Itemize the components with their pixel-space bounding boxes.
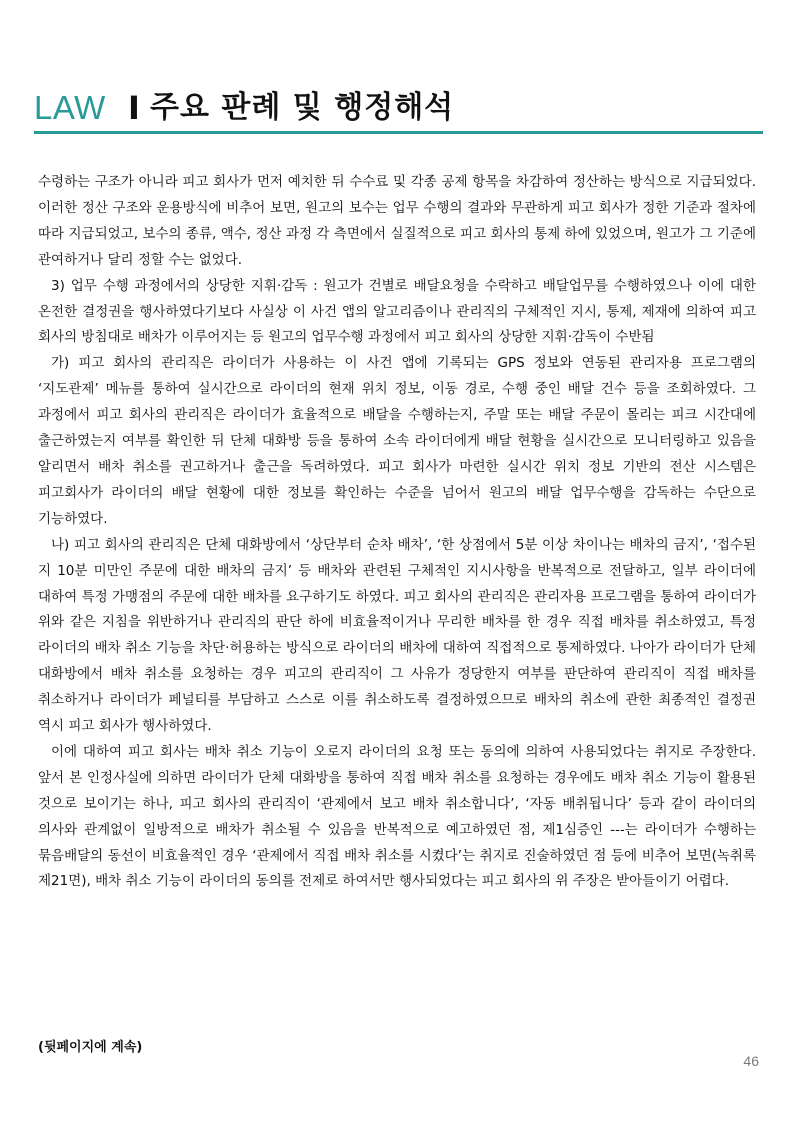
paragraph-rebuttal: 이에 대하여 피고 회사는 배차 취소 기능이 오로지 라이더의 요청 또는 동의에 의하여 사용되었다는 취지로 주장한다. 앞서 본 인정사실에 의하면 라이더가 단체 대화방을 통하여 직접 배차 취소를 요청하는 경우에도 배차 취소 기능이 활용된 것으로 보이기는 하나, 피고 회사의 관리직이 ‘관제에서 보고 배차 취소합니다’, ‘자동 배취됩니다’ 등과 같이 라이더의 의사와 관계없이 일방적으로 배차가 취소될 수 있음을 반복적으로 예고하였던 점, 제1심증인 ---는 라이더가 수행하는 묶음배달의 동선이 비효율적인 경우 ‘관제에서 직접 배차 취소를 시켰다’는 취지로 진술하였던 점 등에 비추어 보면(녹취록 제21면), 배차 취소 기능이 라이더의 동의를 전제로 하여서만 행사되었다는 피고 회사의 위 주장은 받아들이기 어렵다. (38, 743, 756, 890)
page-number: 46 (743, 1053, 759, 1069)
paragraph-item-3: 3) 업무 수행 과정에서의 상당한 지휘·감독 : 원고가 건별로 배달요청을 수락하고 배달업무를 수행하였으나 이에 대한 온전한 결정권을 행사하였다기보다 사실상 이 사건 앱의 알고리즘이나 관리직의 구체적인 지시, 통제, 제재에 의하여 피고 회사의 방침대로 배차가 이루어지는 등 원고의 업무수행 과정에서 피고 회사의 상당한 지휘·감독이 수반됨 (38, 277, 756, 346)
continue-note: (뒷페이지에 계속) (38, 1040, 143, 1055)
header-separator: I (128, 89, 140, 127)
header-rule (34, 131, 763, 134)
paragraph-item-na: 나) 피고 회사의 관리직은 단체 대화방에서 ‘상단부터 순차 배차’, ‘한 상점에서 5분 이상 차이나는 배차의 금지’, ‘접수된 지 10분 미만인 주문에 대한 배차의 금지’ 등 배차와 관련된 구체적인 지시사항을 반복적으로 전달하고, 일부 라이더에 대하여 특정 가맹점의 주문에 대한 배차를 요구하기도 하였다. 피고 회사의 관리직은 관리자용 프로그램을 통하여 라이더가 위와 같은 지침을 위반하거나 관리직의 판단 하에 비효율적이거나 무리한 배차를 한 경우 직접 배차를 취소하였고, 특정 라이더의 배차 취소 기능을 차단·허용하는 방식으로 라이더의 배차에 대하여 직접적으로 통제하였다. 나아가 라이더가 단체 대화방에서 배차 취소를 요청하는 경우 피고의 관리직이 그 사유가 정당한지 여부를 판단하여 관리직이 직접 배차를 취소하거나 라이더가 페널티를 부담하고 스스로 이를 취소하도록 결정하였으므로 배차의 취소에 관한 최종적인 결정권 역시 피고 회사가 행사하였다. (38, 536, 756, 735)
page-header (34, 84, 763, 132)
section-label: LAW (34, 89, 106, 126)
paragraph-item-ga: 가) 피고 회사의 관리직은 라이더가 사용하는 이 사건 앱에 기록되는 GPS 정보와 연동된 관리자용 프로그램의 ‘지도관제’ 메뉴를 통하여 실시간으로 라이더의 현재 위치 정보, 이동 경로, 수행 중인 배달 건수 등을 조회하였다. 그 과정에서 피고 회사의 관리직은 라이더가 효율적으로 배달을 수행하는지, 주말 또는 배달 주문이 몰리는 피크 시간대에 출근하였는지 여부를 확인한 뒤 단체 대화방 등을 통하여 소속 라이더에게 배달 현황을 실시간으로 모니터링하고 있음을 알리면서 배차 취소를 권고하거나 출근을 독려하였다. 피고 회사가 마련한 실시간 위치 정보 기반의 전산 시스템은 피고회사가 라이더의 배달 현황에 대한 정보를 확인하는 수준을 넘어서 원고의 배달 업무수행을 감독하는 수단으로 기능하였다. (38, 355, 756, 527)
page-title: 주요 판례 및 행정해석 (150, 90, 455, 125)
paragraph-continuation: 수령하는 구조가 아니라 피고 회사가 먼저 예치한 뒤 수수료 및 각종 공제 항목을 차감하여 정산하는 방식으로 지급되었다. 이러한 정산 구조와 운용방식에 비추어 보면, 원고의 보수는 업무 수행의 결과와 무관하게 피고 회사가 정한 기준과 절차에 따라 지급되었고, 보수의 종류, 액수, 정산 과정 각 측면에서 실질적으로 피고 회사의 통제 하에 있었으며, 원고가 그 기준에 관여하거나 달리 정할 수는 없었다. (38, 174, 756, 268)
document-body (38, 170, 756, 895)
